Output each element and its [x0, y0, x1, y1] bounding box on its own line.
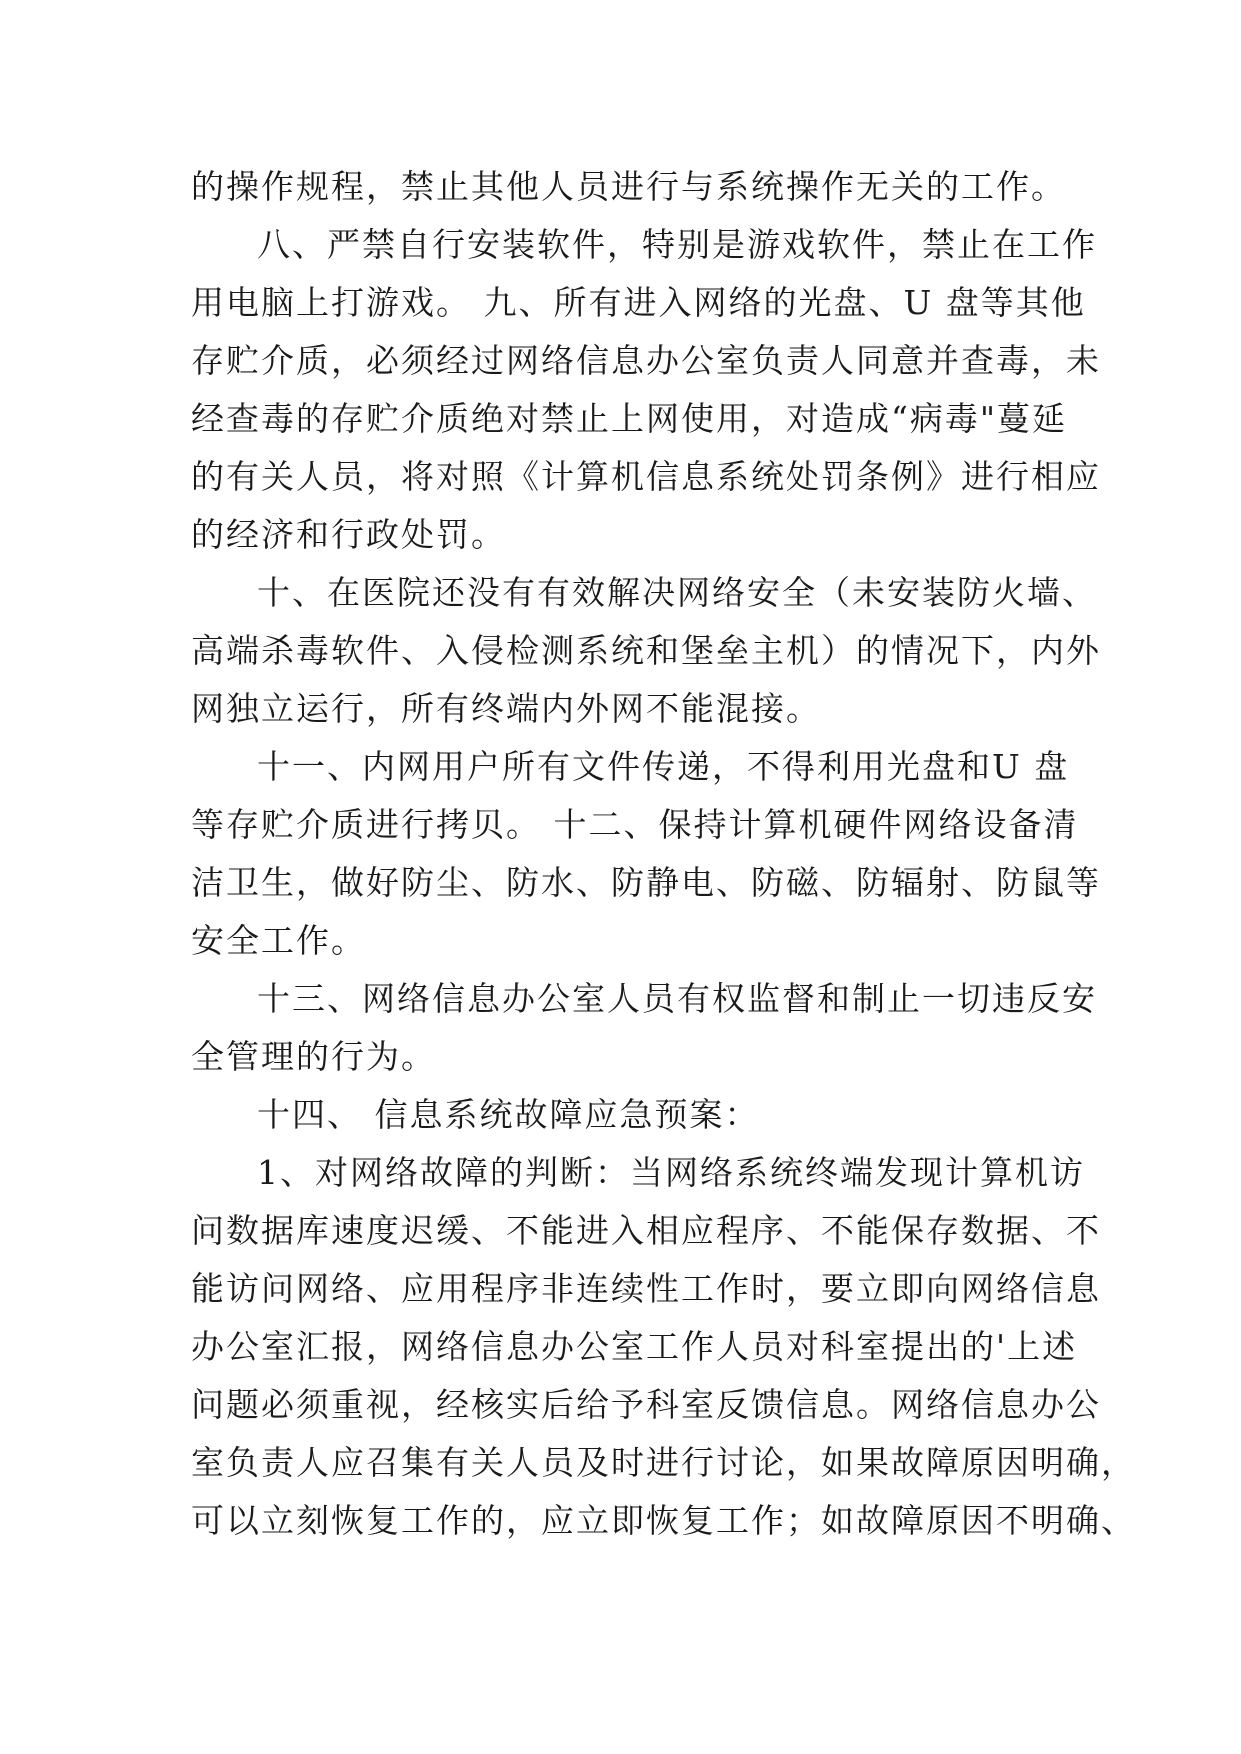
text-line: 等存贮介质进行拷贝。 十二、保持计算机硬件网络设备清 — [191, 805, 1079, 844]
document-body — [191, 158, 1136, 1550]
text-line: 全管理的行为。 — [191, 1037, 436, 1076]
text-line: 经查毒的存贮介质绝对禁止上网使用，对造成“病毒"蔓延 — [191, 399, 1068, 438]
text-line: 的有关人员，将对照《计算机信息系统处罚条例》进行相应 — [191, 457, 1101, 496]
text-line: 的经济和行政处罚。 — [191, 515, 506, 554]
text-line: 十三、网络信息办公室人员有权监督和制止一切违反安 — [257, 979, 1097, 1018]
text-line: 办公室汇报，网络信息办公室工作人员对科室提出的'上述 — [191, 1327, 1078, 1366]
text-line: 十四、 信息系统故障应急预案： — [257, 1095, 760, 1134]
text-line: 安全工作。 — [191, 921, 366, 960]
text-line: 八、严禁自行安装软件，特别是游戏软件，禁止在工作 — [257, 225, 1097, 264]
text-line: 室负责人应召集有关人员及时进行讨论，如果故障原因明确， — [191, 1443, 1136, 1482]
text-line: 的操作规程，禁止其他人员进行与系统操作无关的工作。 — [191, 167, 1066, 206]
text-line: 能访问网络、应用程序非连续性工作时，要立即向网络信息 — [191, 1269, 1101, 1308]
text-line: 1、对网络故障的判断：当网络系统终端发现计算机访 — [257, 1153, 1085, 1192]
text-line: 存贮介质，必须经过网络信息办公室负责人同意并查毒，未 — [191, 341, 1101, 380]
text-line: 高端杀毒软件、入侵检测系统和堡垒主机）的情况下，内外 — [191, 631, 1101, 670]
text-line: 洁卫生，做好防尘、防水、防静电、防磁、防辐射、防鼠等 — [191, 863, 1101, 902]
text-line: 问数据库速度迟缓、不能进入相应程序、不能保存数据、不 — [191, 1211, 1101, 1250]
text-line: 用电脑上打游戏。 九、所有进入网络的光盘、U 盘等其他 — [191, 283, 1086, 322]
text-line: 问题必须重视，经核实后给予科室反馈信息。网络信息办公 — [191, 1385, 1101, 1424]
text-line: 十、在医院还没有有效解决网络安全（未安装防火墙、 — [257, 573, 1097, 612]
text-line: 十一、内网用户所有文件传递，不得利用光盘和U 盘 — [257, 747, 1070, 786]
text-line: 可以立刻恢复工作的，应立即恢复工作；如故障原因不明确、 — [191, 1501, 1136, 1540]
text-line: 网独立运行，所有终端内外网不能混接。 — [191, 689, 821, 728]
